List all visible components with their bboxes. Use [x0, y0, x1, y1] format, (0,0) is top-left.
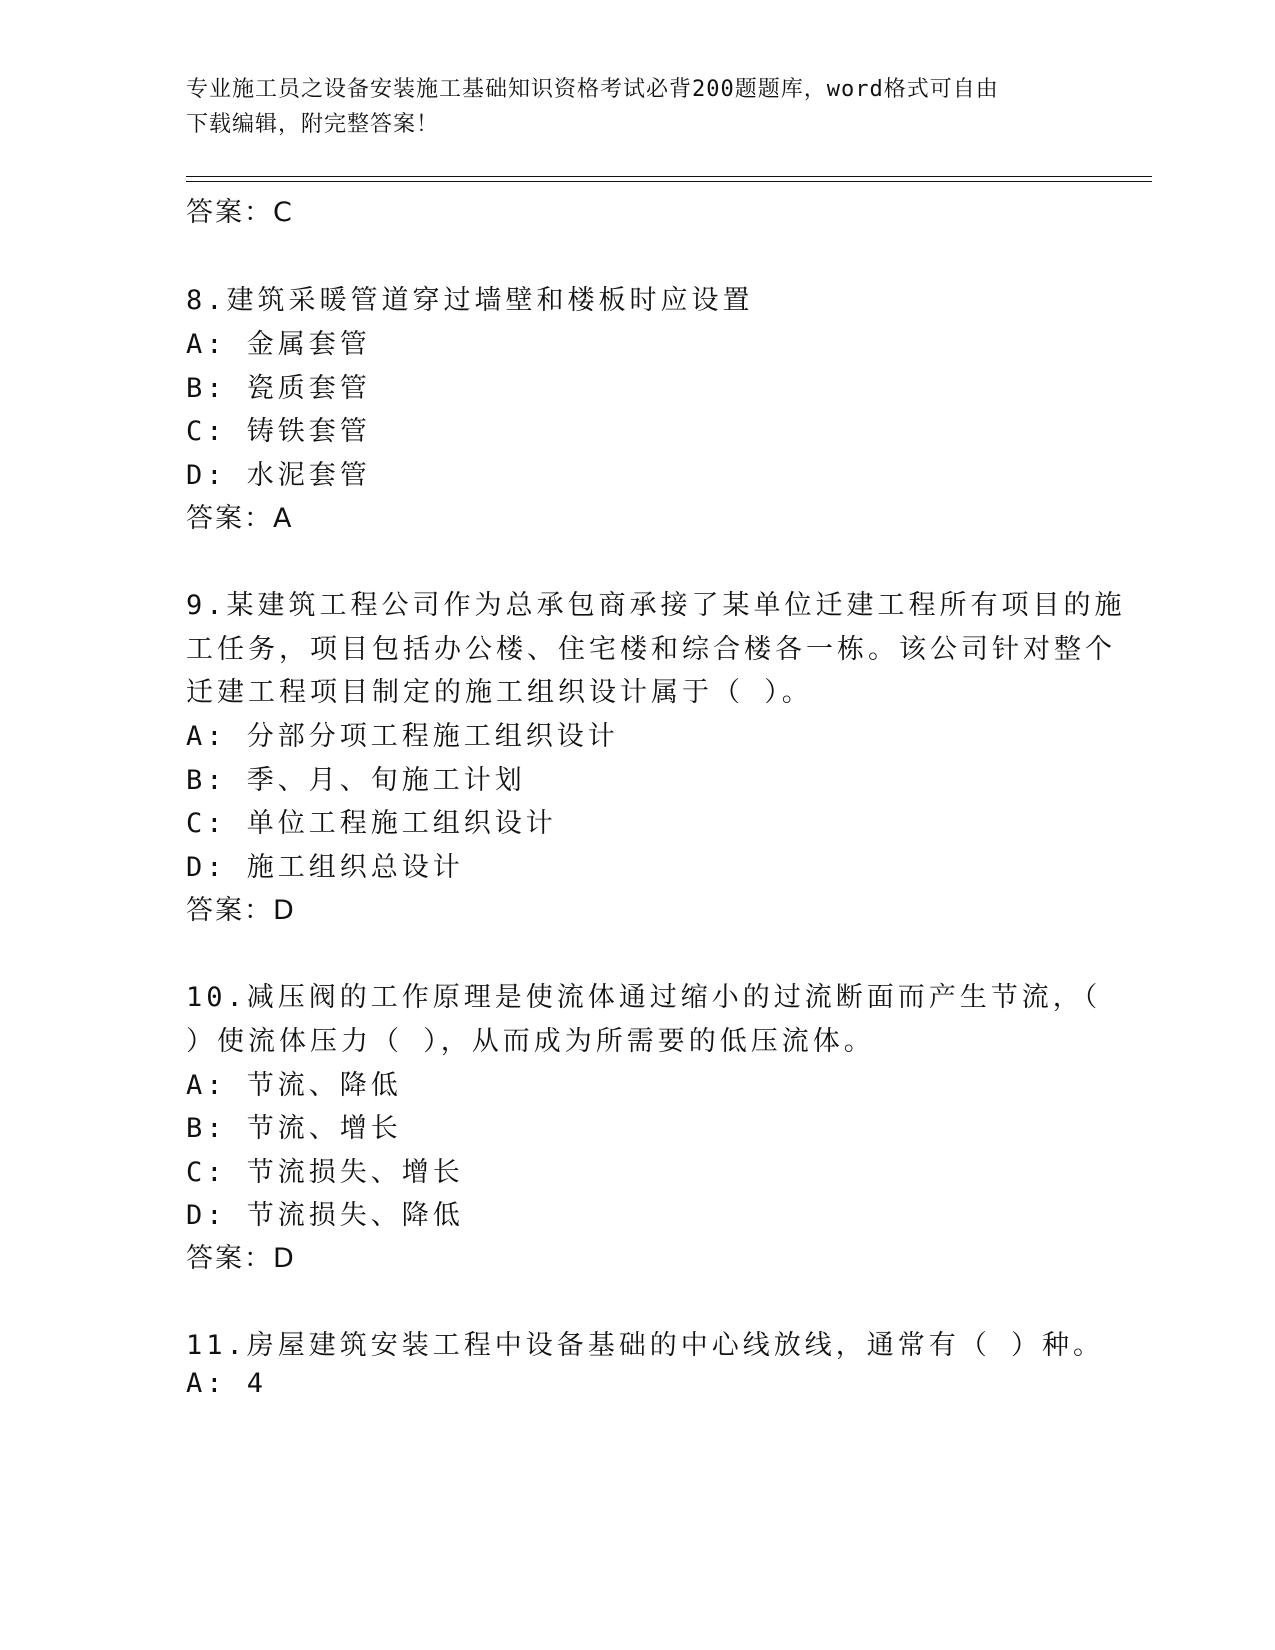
question-stem: 8.建筑采暖管道穿过墙壁和楼板时应设置	[186, 285, 754, 316]
option-b: B: 节流、增长	[186, 1113, 402, 1144]
question-stem: 工任务，项目包括办公楼、住宅楼和综合楼各一栋。该公司针对整个	[186, 634, 1116, 665]
question-stem: 9.某建筑工程公司作为总承包商承接了某单位迁建工程所有项目的施	[186, 590, 1126, 621]
question-stem: 迁建工程项目制定的施工组织设计属于（ ）。	[186, 677, 813, 708]
option-a: A: 分部分项工程施工组织设计	[186, 721, 619, 752]
answer-line: 答案：A	[186, 503, 294, 534]
option-a: A: 4	[186, 1368, 268, 1399]
option-b: B: 瓷质套管	[186, 373, 371, 404]
option-c: C: 单位工程施工组织设计	[186, 808, 557, 839]
question-stem: 11.房屋建筑安装工程中设备基础的中心线放线，通常有（ ）种。	[186, 1330, 1105, 1361]
header-line-1: 专业施工员之设备安装施工基础知识资格考试必背200题题库，word格式可自由	[186, 77, 999, 102]
header-rule-bottom	[186, 181, 1152, 182]
question-stem: 10.减压阀的工作原理是使流体通过缩小的过流断面而产生节流，（	[186, 982, 1102, 1013]
option-c: C: 铸铁套管	[186, 416, 371, 447]
header-rule-top	[186, 176, 1152, 177]
answer-line: 答案：D	[186, 1243, 296, 1274]
option-b: B: 季、月、旬施工计划	[186, 765, 526, 796]
option-d: D: 施工组织总设计	[186, 852, 464, 883]
document-header	[186, 72, 1066, 142]
option-c: C: 节流损失、增长	[186, 1157, 464, 1188]
option-a: A: 金属套管	[186, 329, 371, 360]
answer-line: 答案：D	[186, 895, 296, 926]
header-line-2: 下载编辑，附完整答案！	[186, 112, 440, 137]
question-stem: ）使流体压力（ ），从而成为所需要的低压流体。	[186, 1026, 875, 1057]
option-d: D: 节流损失、降低	[186, 1200, 464, 1231]
option-a: A: 节流、降低	[186, 1070, 402, 1101]
answer-line: 答案：C	[186, 197, 294, 228]
option-d: D: 水泥套管	[186, 460, 371, 491]
